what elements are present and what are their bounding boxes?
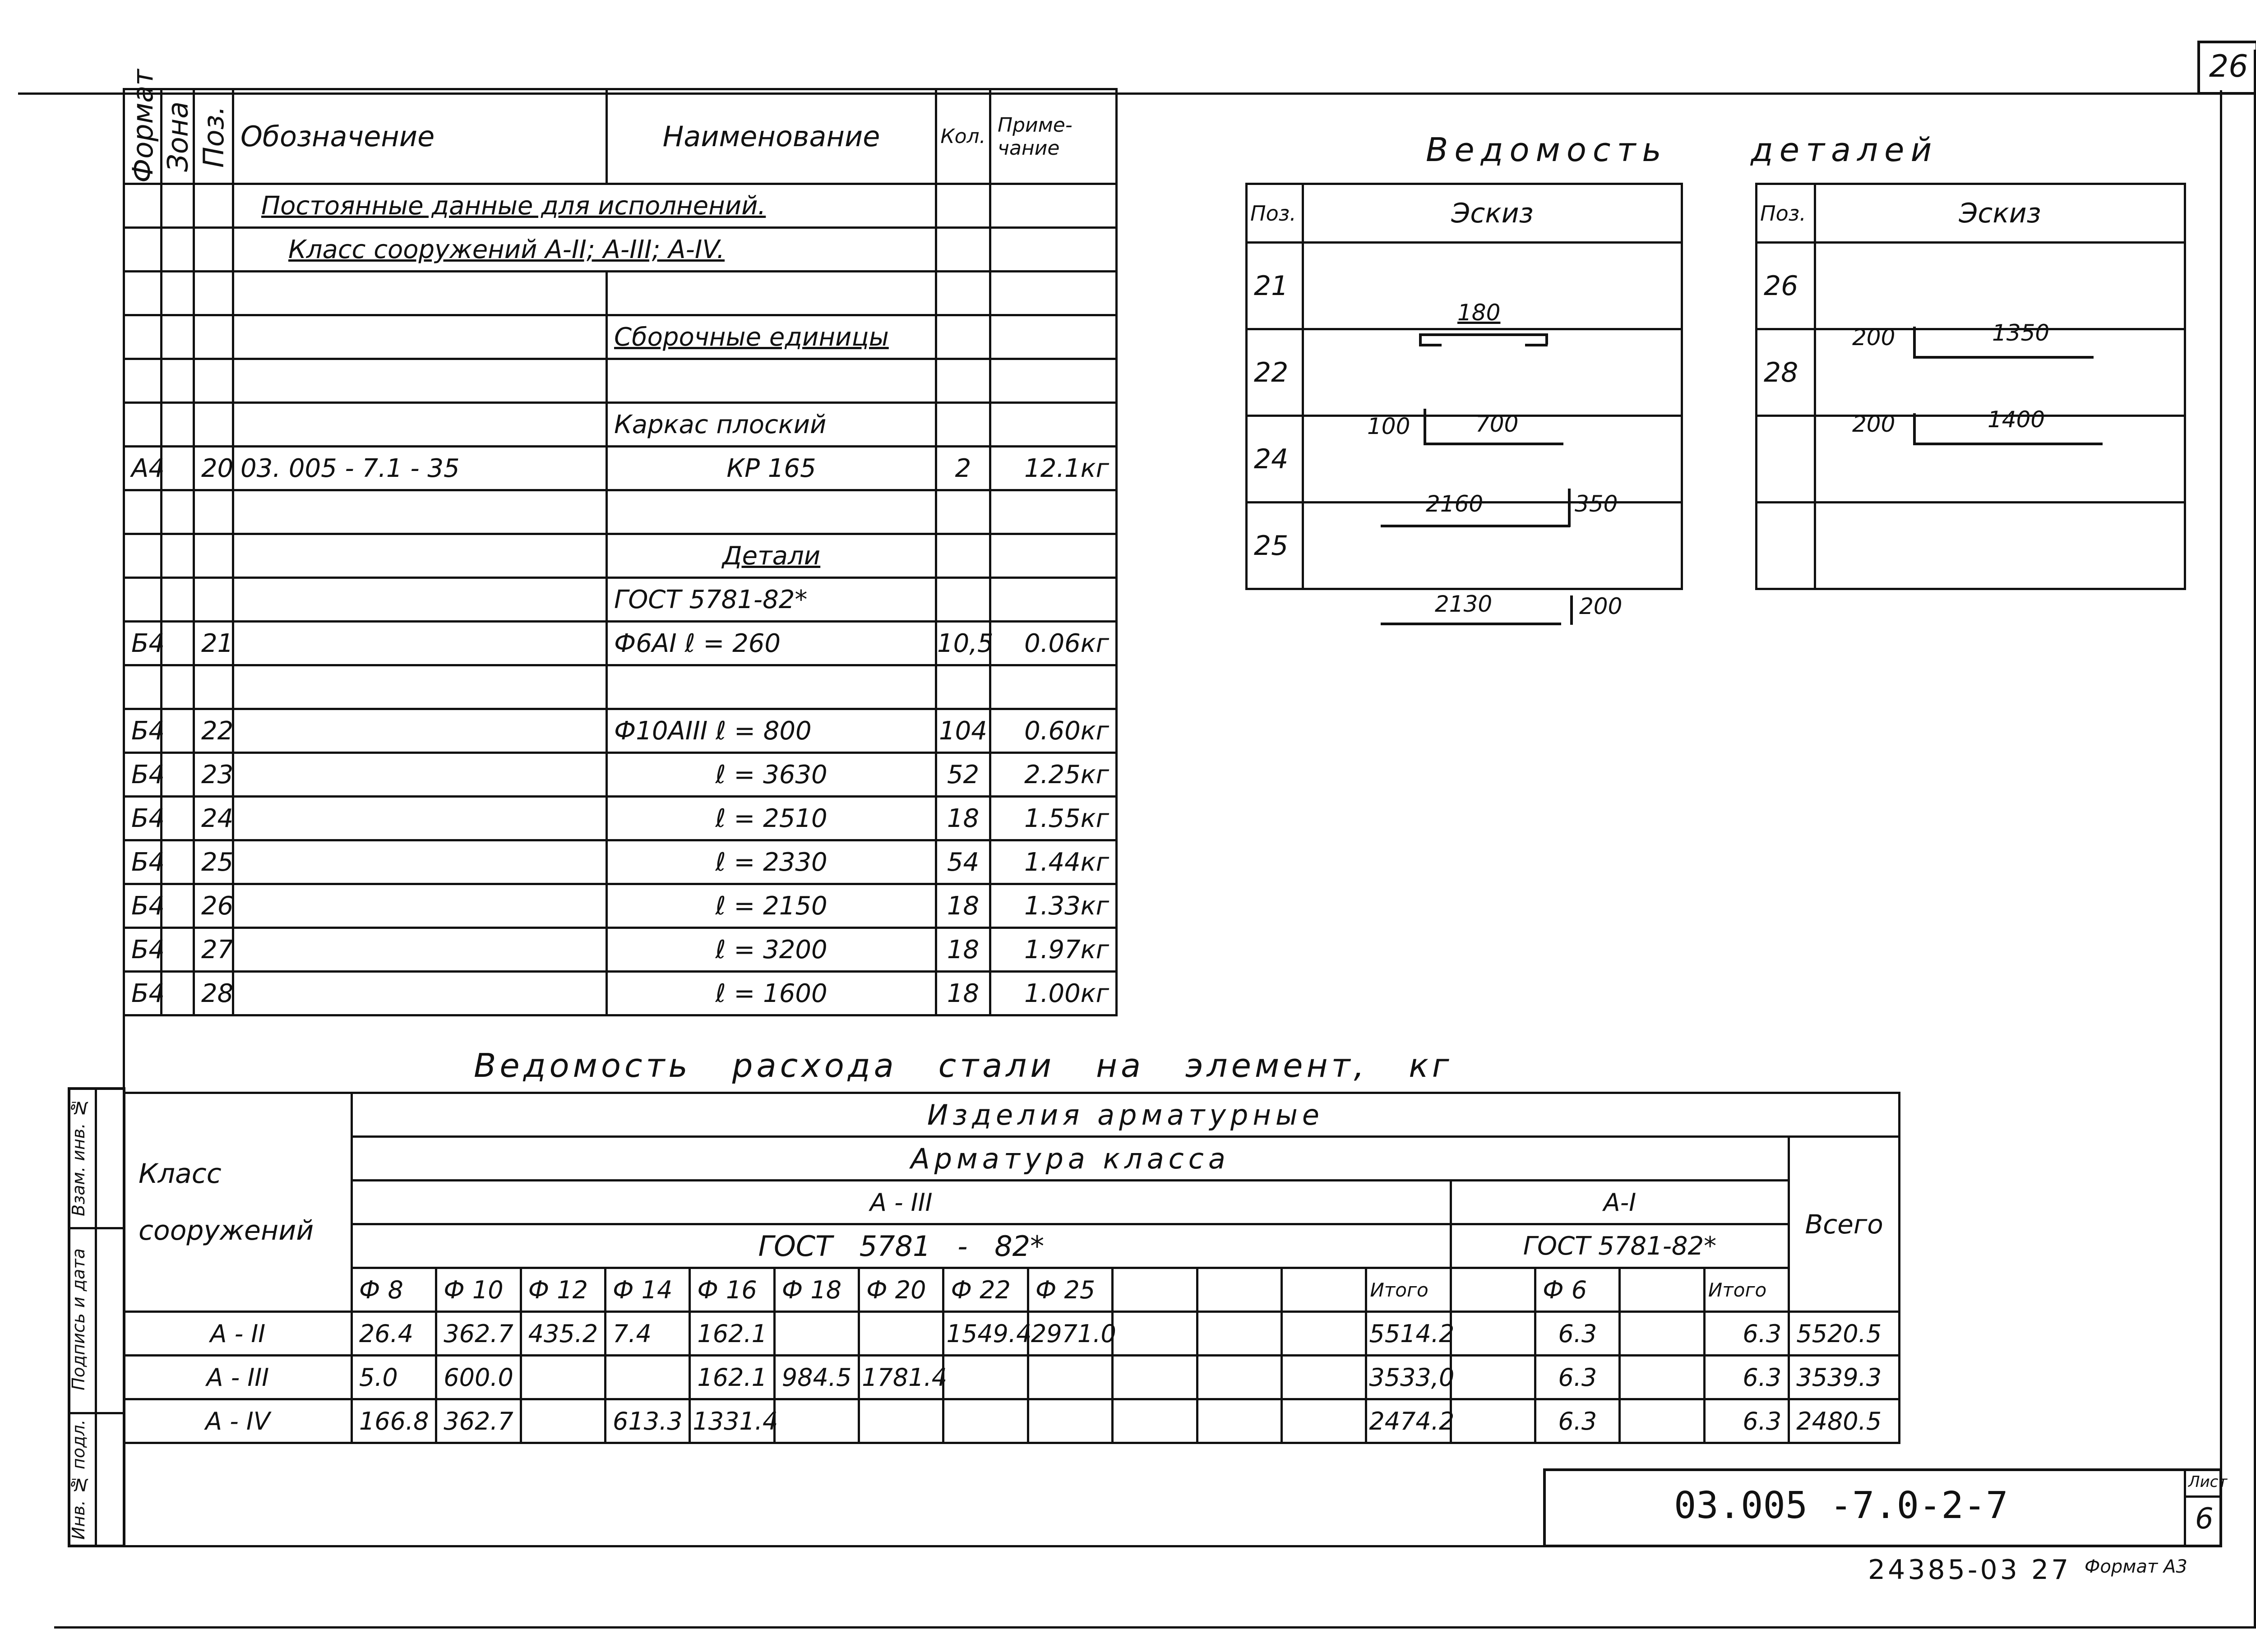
archive-number: 24385-03 27: [1868, 1554, 2071, 1586]
sketch-bar: [1424, 409, 1426, 445]
steel-cell: 984.5: [774, 1356, 859, 1399]
header-pos: Поз.: [194, 89, 233, 184]
spec-detail-row: [124, 928, 1117, 972]
steel-cell: [521, 1356, 605, 1399]
steel-header-row: [124, 1137, 1900, 1181]
cell-qty: 104: [936, 709, 990, 753]
cell-note: 1.97кг: [990, 928, 1117, 972]
steel-diameter-row: [124, 1268, 1900, 1312]
details-pos: 28: [1757, 329, 1815, 416]
diameter-cell: Итого: [1366, 1268, 1451, 1312]
steel-cell: 6.3: [1704, 1356, 1789, 1399]
details-table-right: [1755, 183, 2186, 590]
cell-note: 2.25кг: [990, 753, 1117, 797]
cell-name: КР 165: [607, 447, 936, 490]
steel-rebar-header: Арматура класса: [351, 1137, 1789, 1181]
cell-note: 12.1кг: [990, 447, 1117, 490]
spec-details-gost: ГОСТ 5781-82*: [607, 578, 936, 622]
steel-cell: [859, 1399, 943, 1443]
diameter-cell: [1113, 1268, 1197, 1312]
specification-table: [123, 69, 1118, 1016]
details-sketch-header: Эскиз: [1303, 184, 1682, 243]
header-zone: Зона: [162, 89, 194, 184]
diameter-cell: Ф 16: [690, 1268, 774, 1312]
cell-name: Ф10АIII ℓ = 800: [607, 709, 936, 753]
cell-name: ℓ = 2150: [607, 884, 936, 928]
title-block-divider: [2184, 1495, 2222, 1498]
sketch-dim: 350: [1575, 490, 1618, 517]
steel-cell: [1620, 1356, 1704, 1399]
spec-row: [124, 665, 1117, 709]
spec-row: [124, 534, 1117, 578]
steel-cell: 162.1: [690, 1356, 774, 1399]
cell-qty: 2: [936, 447, 990, 490]
spec-assembly-row: [124, 447, 1117, 490]
steel-cell: 1549.4: [943, 1312, 1028, 1356]
cell-pos: 27: [194, 928, 233, 972]
details-pos: 25: [1247, 503, 1303, 589]
details-pos: 24: [1247, 416, 1303, 503]
steel-header-row: [124, 1093, 1900, 1137]
steel-total-cell: 3539.3: [1789, 1356, 1900, 1399]
steel-cell: 362.7: [436, 1312, 521, 1356]
steel-cell: [605, 1356, 689, 1399]
steel-cell: 1331.4: [690, 1399, 774, 1443]
steel-cell: 6.3: [1535, 1399, 1620, 1443]
sketch-bar: [1421, 333, 1548, 336]
steel-cell: [1620, 1312, 1704, 1356]
margin-divider: [95, 1087, 97, 1547]
format-label: Формат А3: [2085, 1556, 2187, 1577]
steel-total-cell: 2480.5: [1789, 1399, 1900, 1443]
steel-table-title: Ведомость расхода стали на элемент, кг: [474, 1047, 1453, 1084]
cell-note: 0.06кг: [990, 622, 1117, 665]
details-table-left: [1245, 183, 1683, 619]
details-header-row: [1757, 184, 2185, 243]
cell-name: ℓ = 2330: [607, 840, 936, 884]
spec-row: [124, 359, 1117, 403]
sketch-bar: [1913, 356, 2094, 359]
diameter-cell: Ф 20: [859, 1268, 943, 1312]
cell-format: Б4: [124, 753, 162, 797]
cell-name: ℓ = 3200: [607, 928, 936, 972]
diameter-cell: Ф 8: [351, 1268, 436, 1312]
details-pos-header: Поз.: [1247, 184, 1303, 243]
cell-qty: 18: [936, 884, 990, 928]
steel-cell: 26.4: [351, 1312, 436, 1356]
steel-class-cell: А - II: [124, 1312, 352, 1356]
cell-pos: 28: [194, 972, 233, 1015]
cell-qty: 18: [936, 797, 990, 840]
sketch-dim: 2160: [1426, 490, 1484, 517]
diameter-cell: Ф 14: [605, 1268, 689, 1312]
steel-cell: 3533,0: [1366, 1356, 1451, 1399]
steel-cell: 5514.2: [1366, 1312, 1451, 1356]
header-note: Приме-чание: [990, 89, 1117, 184]
sketch-bar: [1913, 443, 2103, 445]
cell-name: ℓ = 1600: [607, 972, 936, 1015]
sketch-dim: 200: [1579, 593, 1623, 619]
steel-cell: [1620, 1399, 1704, 1443]
details-row: [1757, 243, 2185, 329]
sheet-label: Лист: [2188, 1473, 2228, 1491]
sheet-number: 6: [2195, 1502, 2214, 1536]
steel-cell: 7.4: [605, 1312, 689, 1356]
header-designation: Обозначение: [233, 89, 607, 184]
spec-detail-row: [124, 840, 1117, 884]
sketch-bar: [1525, 344, 1548, 346]
header-format: Формат: [124, 89, 162, 184]
frame-right-line: [2254, 50, 2256, 1629]
cell-note: 0.60кг: [990, 709, 1117, 753]
sketch-bar: [1381, 525, 1570, 527]
cell-qty: 52: [936, 753, 990, 797]
spec-intro-1: Постоянные данные для исполнений.: [233, 184, 936, 228]
steel-data-row: [124, 1356, 1900, 1399]
steel-cell: 600.0: [436, 1356, 521, 1399]
spec-row: [124, 272, 1117, 315]
spec-row: [124, 184, 1117, 228]
details-row: [1247, 416, 1682, 503]
steel-cell: [1113, 1399, 1197, 1443]
details-row: [1247, 243, 1682, 329]
steel-cell: [1197, 1399, 1281, 1443]
cell-format: Б4: [124, 840, 162, 884]
steel-cell: [1028, 1356, 1112, 1399]
steel-cell: [774, 1312, 859, 1356]
diameter-cell: [1281, 1268, 1366, 1312]
diameter-cell: Ф 25: [1028, 1268, 1112, 1312]
diameter-cell: Итого: [1704, 1268, 1789, 1312]
spec-detail-row: [124, 709, 1117, 753]
frame-bottom-line: [54, 1626, 2256, 1629]
spec-row: [124, 403, 1117, 447]
sketch-bar: [1570, 595, 1573, 625]
cell-format: Б4: [124, 709, 162, 753]
steel-cell: [1197, 1356, 1281, 1399]
details-pos: 22: [1247, 329, 1303, 416]
spec-row: [124, 578, 1117, 622]
cell-pos: 26: [194, 884, 233, 928]
steel-cell: 6.3: [1704, 1312, 1789, 1356]
steel-cell: [1281, 1356, 1366, 1399]
margin-label-inventory: Инв. № подл.: [69, 1419, 88, 1540]
steel-cell: [1281, 1312, 1366, 1356]
steel-total-header: Всего: [1789, 1137, 1900, 1312]
steel-class-cell: А - III: [124, 1356, 352, 1399]
steel-cell: 6.3: [1704, 1399, 1789, 1443]
steel-cell: [1113, 1356, 1197, 1399]
cell-qty: 10,5: [936, 622, 990, 665]
sketch-bar: [1545, 333, 1548, 345]
steel-cell: 6.3: [1535, 1356, 1620, 1399]
spec-row: [124, 228, 1117, 272]
cell-name: ℓ = 3630: [607, 753, 936, 797]
cell-pos: 24: [194, 797, 233, 840]
sketch-bar: [1419, 344, 1442, 346]
spec-row: [124, 490, 1117, 534]
sketch-bar: [1424, 443, 1563, 445]
steel-cell: 2474.2: [1366, 1399, 1451, 1443]
spec-detail-row: [124, 884, 1117, 928]
details-sketch-header: Эскиз: [1815, 184, 2185, 243]
cell-note: 1.33кг: [990, 884, 1117, 928]
cell-name: Ф6АI ℓ = 260: [607, 622, 936, 665]
cell-pos: 21: [194, 622, 233, 665]
steel-cell: 166.8: [351, 1399, 436, 1443]
spec-intro-2: Класс сооружений А-II; А-III; А-IV.: [233, 228, 936, 272]
steel-cell: [1451, 1356, 1535, 1399]
document-code: 03.005 -7.0-2-7: [1674, 1484, 2008, 1527]
details-pos: 21: [1247, 243, 1303, 329]
steel-cell: 613.3: [605, 1399, 689, 1443]
header-qty: Кол.: [936, 89, 990, 184]
sketch-bar: [1381, 623, 1561, 625]
steel-cell: [1451, 1399, 1535, 1443]
steel-products-header: Изделия арматурные: [351, 1093, 1899, 1137]
steel-cell: 6.3: [1535, 1312, 1620, 1356]
details-title-left: Ведомость: [1426, 131, 1668, 169]
cell-pos: 22: [194, 709, 233, 753]
cell-qty: 18: [936, 928, 990, 972]
steel-cell: 435.2: [521, 1312, 605, 1356]
details-row: [1757, 416, 2185, 503]
details-header-row: [1247, 184, 1682, 243]
sketch-dim: 700: [1475, 411, 1519, 437]
margin-divider: [68, 1227, 125, 1229]
steel-cell: 2971.0: [1028, 1312, 1112, 1356]
steel-class-cell: А - IV: [124, 1399, 352, 1443]
sketch-dim: 1350: [1992, 319, 2050, 346]
steel-cell: [1113, 1312, 1197, 1356]
steel-cell: 1781.4: [859, 1356, 943, 1399]
cell-designation: 03. 005 - 7.1 - 35: [233, 447, 607, 490]
details-row: [1757, 503, 2185, 589]
steel-gost-a3: ГОСТ 5781 - 82*: [351, 1224, 1451, 1268]
steel-cell: [774, 1399, 859, 1443]
diameter-cell: [1451, 1268, 1535, 1312]
sketch-dim: 200: [1852, 324, 1895, 351]
corner-number: 26: [2209, 49, 2248, 84]
steel-table: [123, 1092, 1900, 1444]
margin-divider: [68, 1412, 125, 1414]
details-row: [1247, 329, 1682, 416]
steel-cell: [1451, 1312, 1535, 1356]
steel-header-row: [124, 1181, 1900, 1224]
spec-section-details: Детали: [607, 534, 936, 578]
cell-qty: 54: [936, 840, 990, 884]
steel-cell: 5.0: [351, 1356, 436, 1399]
sketch-bar: [1913, 413, 1916, 445]
diameter-cell: Ф 22: [943, 1268, 1028, 1312]
sketch-bar: [1419, 333, 1422, 345]
sketch-dim: 2130: [1435, 591, 1493, 617]
steel-header-row: [124, 1224, 1900, 1268]
steel-gost-a1: ГОСТ 5781-82*: [1451, 1224, 1789, 1268]
cell-format: Б4: [124, 972, 162, 1015]
frame-inner-right-line: [2220, 90, 2222, 1547]
details-row: [1757, 329, 2185, 416]
cell-name: ℓ = 2510: [607, 797, 936, 840]
steel-cell: [859, 1312, 943, 1356]
steel-cell: [943, 1356, 1028, 1399]
sketch-dim: 100: [1367, 413, 1410, 439]
steel-data-row: [124, 1312, 1900, 1356]
steel-cell: [521, 1399, 605, 1443]
sketch-dim: 180: [1457, 299, 1501, 326]
steel-cell: 362.7: [436, 1399, 521, 1443]
margin-label-replace: Взам. инв. №: [69, 1098, 88, 1217]
diameter-cell: [1197, 1268, 1281, 1312]
steel-class-header: Класс сооружений: [124, 1093, 352, 1312]
spec-detail-row: [124, 972, 1117, 1015]
corner-number-box: [2197, 41, 2256, 95]
spec-detail-row: [124, 797, 1117, 840]
diameter-cell: Ф 12: [521, 1268, 605, 1312]
steel-a3-header: А - III: [351, 1181, 1451, 1224]
margin-label-signature: Подпись и дата: [69, 1248, 88, 1391]
spec-detail-row: [124, 753, 1117, 797]
title-block-divider: [2184, 1468, 2186, 1547]
cell-note: 1.55кг: [990, 797, 1117, 840]
cell-pos: 23: [194, 753, 233, 797]
steel-cell: [943, 1399, 1028, 1443]
header-name: Наименование: [607, 89, 936, 184]
spec-row: [124, 315, 1117, 359]
spec-detail-row: [124, 622, 1117, 665]
steel-a1-header: А-I: [1451, 1181, 1789, 1224]
cell-qty: 18: [936, 972, 990, 1015]
cell-note: 1.44кг: [990, 840, 1117, 884]
details-title-right: деталей: [1751, 131, 1938, 169]
steel-cell: [1281, 1399, 1366, 1443]
diameter-cell: Ф 10: [436, 1268, 521, 1312]
spec-section-frame: Каркас плоский: [607, 403, 936, 447]
cell-note: 1.00кг: [990, 972, 1117, 1015]
steel-data-row: [124, 1399, 1900, 1443]
sketch-bar: [1568, 489, 1571, 527]
diameter-cell: Ф 6: [1535, 1268, 1620, 1312]
cell-format: Б4: [124, 928, 162, 972]
spec-header-row: [124, 89, 1117, 184]
sketch-dim: 200: [1852, 411, 1895, 437]
steel-cell: [1197, 1312, 1281, 1356]
cell-format: Б4: [124, 884, 162, 928]
cell-pos: 20: [194, 447, 233, 490]
cell-format: А4: [124, 447, 162, 490]
spec-section-assemblies: Сборочные единицы: [607, 315, 936, 359]
cell-format: Б4: [124, 622, 162, 665]
sketch-bar: [1913, 327, 1916, 358]
steel-cell: 162.1: [690, 1312, 774, 1356]
steel-cell: [1028, 1399, 1112, 1443]
diameter-cell: Ф 18: [774, 1268, 859, 1312]
steel-total-cell: 5520.5: [1789, 1312, 1900, 1356]
cell-pos: 25: [194, 840, 233, 884]
details-pos: 26: [1757, 243, 1815, 329]
cell-format: Б4: [124, 797, 162, 840]
diameter-cell: [1620, 1268, 1704, 1312]
details-pos-header: Поз.: [1757, 184, 1815, 243]
sketch-dim: 1400: [1988, 406, 2045, 433]
